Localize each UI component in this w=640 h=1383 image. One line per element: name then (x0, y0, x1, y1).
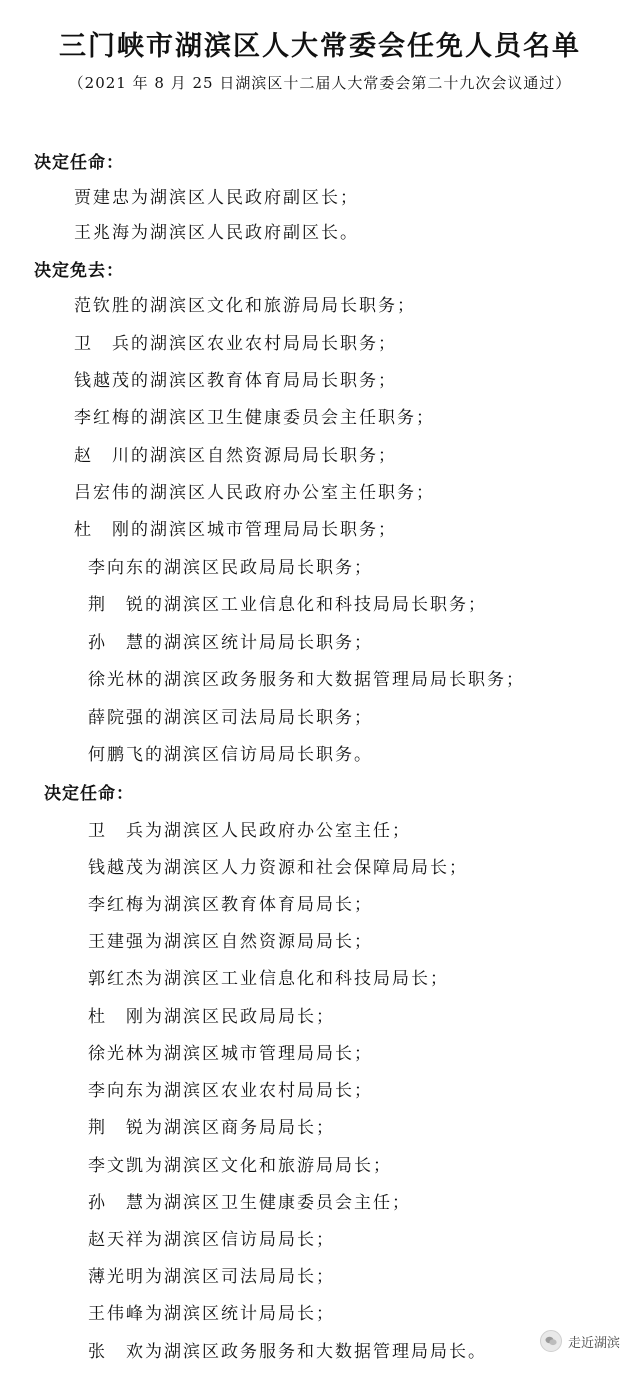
list-item: 王建强为湖滨区自然资源局局长； (88, 932, 373, 952)
list-item: 赵 川的湖滨区自然资源局局长职务； (74, 446, 397, 466)
list-item: 杜 刚为湖滨区民政局局长； (88, 1007, 335, 1027)
list-item: 何鹏飞的湖滨区信访局局长职务。 (88, 745, 373, 765)
list-item: 李文凯为湖滨区文化和旅游局局长； (88, 1156, 392, 1176)
list-item: 李红梅为湖滨区教育体育局局长； (88, 895, 373, 915)
list-item: 卫 兵为湖滨区人民政府办公室主任； (88, 821, 411, 841)
list-item: 杜 刚的湖滨区城市管理局局长职务； (74, 520, 397, 540)
list-item: 吕宏伟的湖滨区人民政府办公室主任职务； (74, 483, 435, 503)
list-item: 荆 锐的湖滨区工业信息化和科技局局长职务； (88, 595, 487, 615)
list-item: 郭红杰为湖滨区工业信息化和科技局局长； (88, 969, 449, 989)
list-item: 李红梅的湖滨区卫生健康委员会主任职务； (74, 408, 435, 428)
list-item: 钱越茂为湖滨区人力资源和社会保障局局长； (88, 858, 468, 878)
section-heading-appoint-1: 决定任命： (34, 153, 124, 173)
account-watermark (540, 1330, 620, 1352)
list-item: 范钦胜的湖滨区文化和旅游局局长职务； (74, 296, 416, 316)
document-title: 三门峡市湖滨区人大常委会任免人员名单 (59, 31, 581, 62)
list-item: 贾建忠为湖滨区人民政府副区长； (74, 188, 359, 208)
list-item: 荆 锐为湖滨区商务局局长； (88, 1118, 335, 1138)
list-item: 薄光明为湖滨区司法局局长； (88, 1267, 335, 1287)
list-item: 孙 慧为湖滨区卫生健康委员会主任； (88, 1193, 411, 1213)
list-item: 李向东为湖滨区农业农村局局长； (88, 1081, 373, 1101)
list-item: 薛院强的湖滨区司法局局长职务； (88, 708, 373, 728)
list-item: 卫 兵的湖滨区农业农村局局长职务； (74, 334, 397, 354)
wechat-account-icon (540, 1330, 562, 1352)
list-item: 徐光林的湖滨区政务服务和大数据管理局局长职务； (88, 670, 525, 690)
section-heading-dismiss: 决定免去： (34, 261, 124, 281)
list-item: 徐光林为湖滨区城市管理局局长； (88, 1044, 373, 1064)
list-item: 钱越茂的湖滨区教育体育局局长职务； (74, 371, 397, 391)
list-item: 王伟峰为湖滨区统计局局长； (88, 1304, 335, 1324)
list-item: 张 欢为湖滨区政务服务和大数据管理局局长。 (88, 1342, 487, 1362)
list-item: 李向东的湖滨区民政局局长职务； (88, 558, 373, 578)
list-item: 王兆海为湖滨区人民政府副区长。 (74, 223, 359, 243)
list-item: 孙 慧的湖滨区统计局局长职务； (88, 633, 373, 653)
document-subtitle: （2021 年 8 月 25 日湖滨区十二届人大常委会第二十九次会议通过） (68, 74, 572, 92)
list-item: 赵天祥为湖滨区信访局局长； (88, 1230, 335, 1250)
section-heading-appoint-2: 决定任命： (44, 784, 134, 804)
watermark-text: 走近湖滨 (567, 1335, 620, 1351)
